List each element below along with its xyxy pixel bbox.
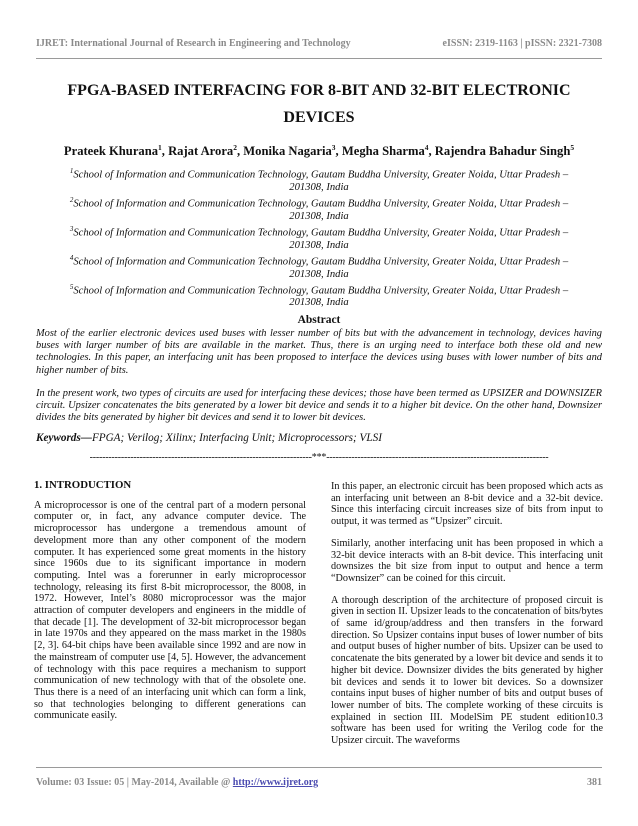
left-column <box>34 480 306 732</box>
abstract-heading: Abstract <box>297 314 341 326</box>
affiliation-list <box>40 165 598 310</box>
affiliation: $^2$School of Information and Communication Technology, Gautam Buddha University, Greater Noida, Uttar Pradesh – 201308, India <box>69 195 569 222</box>
footer-rule <box>36 767 602 768</box>
keywords-label: Keywords— <box>36 432 92 444</box>
author: Megha Sharma$^4$ <box>341 143 429 159</box>
section-separator: -----------------------------------------------------------------------***----------------------------------------------------------------------- <box>89 452 549 463</box>
author: Prateek Khurana$^1$ <box>63 143 162 159</box>
header-rule <box>36 58 602 59</box>
abstract-body <box>36 328 602 435</box>
body-paragraph: A microprocessor is one of the central part of a modern personal computer or, in fact, any advance computer device. The microprocessor has undergone a tremendous amount of development more than any other component of the modern computer. It has experienced some great moments in the history since 1960s due to its significant importance in modern computing. Intel was a forerunner in early microprocessor technology, releasing its first 8-bit microprocessor, the 8008, in 1972. However, Intel’s 8080 microprocessor was the major attraction of computer developers and engineers in the middle of that decade [1]. The development of 32-bit microprocessor began in late 1970s and they appeared on the mass market in the 1980s [2, 3]. 64-bit chips have been available since 1992 and are now in the mainstream of computer use [4, 5]. However, the advancement of technology with this pace requires a mechanism to support communication of new technology with that of the obsolete one. Thus there is a need of an interfacing unit which can form a link, so that technologies belonging to different generations can communicate easily. <box>34 499 306 722</box>
body-paragraph: In this paper, an electronic circuit has been proposed which acts as an interfacing unit between an 8-bit device and a 32-bit device. Since this interfacing circuit increases size of bits from input to output, it was termed as “Upsizer” circuit. <box>331 481 603 528</box>
affiliation: $^4$School of Information and Communication Technology, Gautam Buddha University, Greater Noida, Uttar Pradesh – 201308, India <box>69 253 569 280</box>
keywords <box>36 432 602 444</box>
section-heading: 1. INTRODUCTION <box>34 479 132 491</box>
running-footer <box>36 777 602 788</box>
author: Monika Nagaria$^3$ <box>243 143 336 159</box>
body-paragraph: Similarly, another interfacing unit has been proposed in which a 32-bit device interacts with an 8-bit device. This interfacing unit downsizes the bit size from input to output and hence a term “Downsizer” can be coined for this circuit. <box>331 537 603 584</box>
right-column <box>331 481 603 757</box>
body-paragraph: A thorough description of the architecture of proposed circuit is given in section II. Upsizer leads to the concatenation of bits/bytes of same id/group/address and then transfers in the forward direction. So Upsizer contains input buses of lower number of bits and output buses of higher number of bits. Upsizer can be used to concatenate the bits generated by a lower bit device and sends it to higher bit device. Downsizer divides the bits generated by higher bit devices and sends it to lower bit devices. So a downsizer contains input buses of higher number of bits and output buses of lower number of bits. The complete working of these circuits is explained in section III. ModelSim PE student edition10.3 software has been used for writing the Verilog code for the Upsizer circuit. The waveforms <box>331 594 603 747</box>
page-number: 381 <box>587 777 602 788</box>
affiliation: $^1$School of Information and Communication Technology, Gautam Buddha University, Greater Noida, Uttar Pradesh – 201308, India <box>69 167 569 193</box>
author: Rajendra Bahadur Singh$^5$ <box>434 143 575 159</box>
paper-title: FPGA-BASED INTERFACING FOR 8-BIT AND 32-BIT ELECTRONIC DEVICES <box>67 82 571 126</box>
journal-link[interactable]: http://www.ijret.org <box>232 777 319 788</box>
author: Rajat Arora$^2$ <box>168 143 237 159</box>
abstract-paragraph: Most of the earlier electronic devices used buses with lesser number of bits but with the advancement in technology, devices having buses with larger number of bits are available in the market. Thus, there is an urging need to interface both these old and new technologies. In this paper, an interfacing unit has been proposed to interface the devices using buses with lower number of bits and higher number of bits. <box>36 328 602 376</box>
issn: eISSN: 2319-1163 | pISSN: 2321-7308 <box>442 38 602 49</box>
abstract-paragraph: In the present work, two types of circuits are used for interfacing these devices; those have been termed as UPSIZER and DOWNSIZER circuit. Upsizer concatenates the bits generated by a lower bit device and sends it to a higher bit device. On the other hand, Downsizer divides the bits generated by higher bit devices and send it to lower bit devices. <box>36 387 602 424</box>
author-list: Prateek Khurana$^1$, Rajat Arora$^2$, Monika Nagaria$^3$, Megha Sharma$^4$, Rajendra Bahadur Singh$^5$ <box>63 143 575 159</box>
keywords-text: FPGA; Verilog; Xilinx; Interfacing Unit; Microprocessors; VLSI <box>91 432 382 444</box>
running-header <box>36 38 602 49</box>
footer-volume: Volume: 03 Issue: 05 | May-2014, Available @ http://www.ijret.org <box>36 777 319 788</box>
journal-name: IJRET: International Journal of Research in Engineering and Technology <box>36 38 351 49</box>
affiliation: $^5$School of Information and Communication Technology, Gautam Buddha University, Greater Noida, Uttar Pradesh – 201308, India <box>69 282 569 309</box>
affiliation: $^3$School of Information and Communication Technology, Gautam Buddha University, Greater Noida, Uttar Pradesh – 201308, India <box>69 224 569 251</box>
